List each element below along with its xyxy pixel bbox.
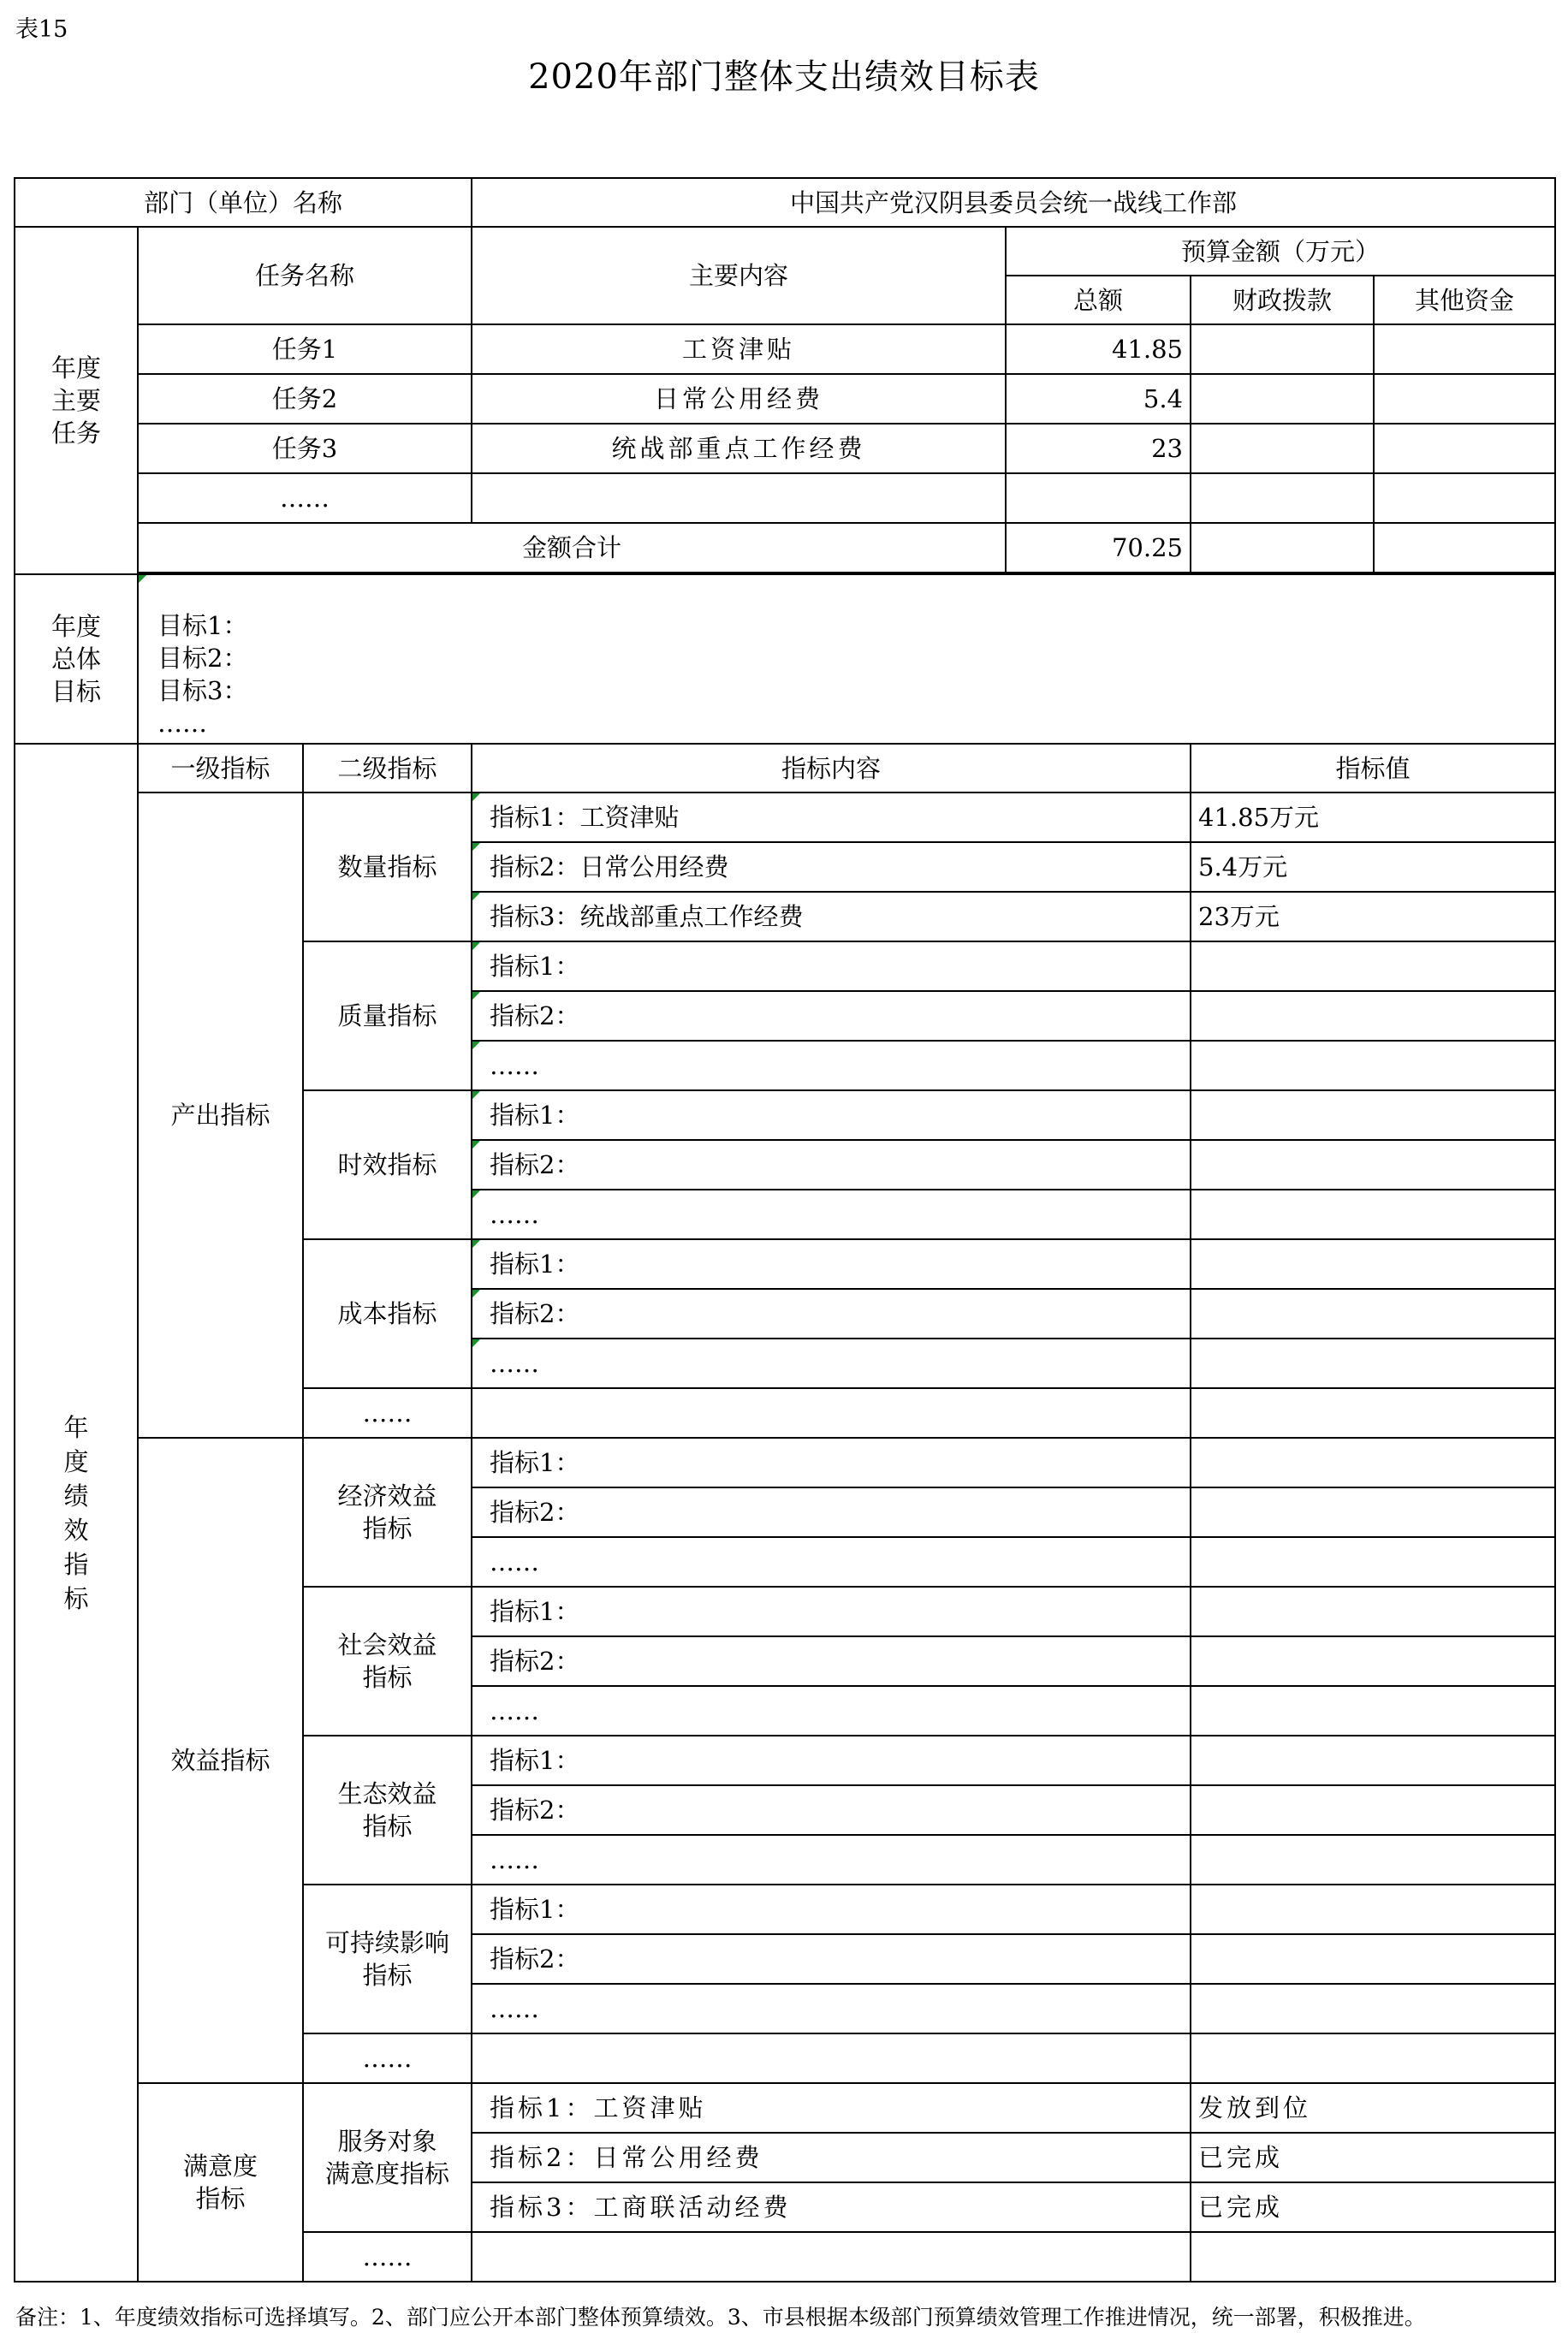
goals-section-label: 年度 总体 目标 xyxy=(15,574,138,744)
goals-content xyxy=(138,574,1555,744)
indicator-value xyxy=(1191,1686,1555,1736)
task-content-header: 主要内容 xyxy=(472,227,1006,324)
more-indicator-label: …… xyxy=(303,2033,472,2083)
dept-name: 中国共产党汉阴县委员会统一战线工作部 xyxy=(472,178,1555,227)
content-header: 指标内容 xyxy=(472,744,1191,793)
service-satisfaction-label: 服务对象 满意度指标 xyxy=(303,2083,472,2232)
indicator-content: 指标2：日常公用经费 xyxy=(472,2133,1191,2182)
quantity-indicator-label: 数量指标 xyxy=(303,793,472,941)
indicator-content: 指标2： xyxy=(472,1636,1191,1686)
indicator-content: 指标2： xyxy=(472,1140,1191,1190)
indicator-value: 发放到位 xyxy=(1191,2083,1555,2133)
indicator-content xyxy=(472,1388,1191,1438)
indicator-value xyxy=(1191,1636,1555,1686)
ecological-indicator-label: 生态效益 指标 xyxy=(303,1736,472,1885)
indicator-content: 指标1： xyxy=(472,1587,1191,1636)
indicator-value xyxy=(1191,1835,1555,1885)
indicator-content xyxy=(472,2232,1191,2282)
indicator-value: 已完成 xyxy=(1191,2133,1555,2182)
indicator-content: 指标1：工资津贴 xyxy=(472,2083,1191,2133)
level1-header: 一级指标 xyxy=(138,744,303,793)
page-title: 2020年部门整体支出绩效目标表 xyxy=(528,57,1040,97)
indicator-value xyxy=(1191,1289,1555,1339)
table-number: 表15 xyxy=(15,16,68,43)
benefit-indicator-label: 效益指标 xyxy=(138,1438,303,2083)
indicator-value xyxy=(1191,1587,1555,1636)
task-fiscal-cell xyxy=(1191,424,1374,473)
indicator-value xyxy=(1191,1984,1555,2033)
indicator-content: 指标1： xyxy=(472,1438,1191,1487)
indicator-content: 指标1： xyxy=(472,941,1191,991)
indicator-value xyxy=(1191,1736,1555,1785)
indicator-value xyxy=(1191,1140,1555,1190)
indicator-content: 指标2：日常公用经费 xyxy=(472,842,1191,892)
task-name-cell: …… xyxy=(138,473,472,523)
sustainable-indicator-label: 可持续影响 指标 xyxy=(303,1885,472,2033)
indicator-value xyxy=(1191,941,1555,991)
indicator-content: 指标3：统战部重点工作经费 xyxy=(472,892,1191,941)
indicator-content: 指标1： xyxy=(472,1736,1191,1785)
indicator-content: 指标2： xyxy=(472,1785,1191,1835)
more-indicator-label: …… xyxy=(303,1388,472,1438)
indicator-content: 指标1：工资津贴 xyxy=(472,793,1191,842)
level2-header: 二级指标 xyxy=(303,744,472,793)
task-fiscal-cell xyxy=(1191,374,1374,424)
indicator-value xyxy=(1191,1239,1555,1289)
task-other-cell xyxy=(1374,473,1555,523)
indicator-value xyxy=(1191,1785,1555,1835)
indicator-value xyxy=(1191,1041,1555,1090)
task-total-cell xyxy=(1006,473,1191,523)
indicator-value xyxy=(1191,1090,1555,1140)
indicator-value xyxy=(1191,1885,1555,1934)
sum-label: 金额合计 xyxy=(138,523,1006,573)
task-total-cell: 41.85 xyxy=(1006,324,1191,374)
task-other-cell xyxy=(1374,424,1555,473)
task-name-header: 任务名称 xyxy=(138,227,472,324)
task-content-cell: 统战部重点工作经费 xyxy=(472,424,1006,473)
task-name-cell: 任务2 xyxy=(138,374,472,424)
goal-line: 目标1： xyxy=(157,611,248,640)
task-name-cell: 任务1 xyxy=(138,324,472,374)
indicator-content: …… xyxy=(472,1537,1191,1587)
value-header: 指标值 xyxy=(1191,744,1555,793)
task-fiscal-cell xyxy=(1191,473,1374,523)
goal-line: 目标3： xyxy=(157,676,248,705)
indicator-content: …… xyxy=(472,1339,1191,1388)
budget-header: 预算金额（万元） xyxy=(1006,227,1555,276)
task-total-cell: 23 xyxy=(1006,424,1191,473)
goal-line: …… xyxy=(157,709,207,738)
indicator-content: 指标2： xyxy=(472,1487,1191,1537)
other-funds-header: 其他资金 xyxy=(1374,276,1555,324)
indicator-value: 已完成 xyxy=(1191,2182,1555,2232)
perf-section-label: 年 度 绩 效 指 标 xyxy=(15,744,138,2282)
sum-total: 70.25 xyxy=(1006,523,1191,573)
indicator-content: 指标2： xyxy=(472,1289,1191,1339)
quality-indicator-label: 质量指标 xyxy=(303,941,472,1090)
indicator-content: …… xyxy=(472,1190,1191,1239)
economic-indicator-label: 经济效益 指标 xyxy=(303,1438,472,1587)
indicator-content: …… xyxy=(472,1835,1191,1885)
indicator-content: 指标2： xyxy=(472,1934,1191,1984)
indicator-content: …… xyxy=(472,1041,1191,1090)
sum-other xyxy=(1374,523,1555,573)
indicator-content: …… xyxy=(472,1984,1191,2033)
indicator-value xyxy=(1191,1537,1555,1587)
fiscal-header: 财政拨款 xyxy=(1191,276,1374,324)
indicator-content: 指标1： xyxy=(472,1090,1191,1140)
task-fiscal-cell xyxy=(1191,324,1374,374)
indicator-content: 指标3：工商联活动经费 xyxy=(472,2182,1191,2232)
task-name-cell: 任务3 xyxy=(138,424,472,473)
indicator-value xyxy=(1191,2232,1555,2282)
performance-target-table xyxy=(14,177,1556,2283)
dept-label: 部门（单位）名称 xyxy=(15,178,472,227)
indicator-value xyxy=(1191,1339,1555,1388)
indicator-value xyxy=(1191,1388,1555,1438)
indicator-value xyxy=(1191,1934,1555,1984)
indicator-content: 指标1： xyxy=(472,1885,1191,1934)
cost-indicator-label: 成本指标 xyxy=(303,1239,472,1388)
task-content-cell: 工资津贴 xyxy=(472,324,1006,374)
indicator-value xyxy=(1191,991,1555,1041)
task-content-cell: 日常公用经费 xyxy=(472,374,1006,424)
indicator-value xyxy=(1191,1487,1555,1537)
more-indicator-label: …… xyxy=(303,2232,472,2282)
indicator-value xyxy=(1191,1190,1555,1239)
indicator-value xyxy=(1191,2033,1555,2083)
sum-fiscal xyxy=(1191,523,1374,573)
social-indicator-label: 社会效益 指标 xyxy=(303,1587,472,1736)
total-header: 总额 xyxy=(1006,276,1191,324)
indicator-content: …… xyxy=(472,1686,1191,1736)
footnote: 备注：1、年度绩效指标可选择填写。2、部门应公开本部门整体预算绩效。3、市县根据本级部门预算绩效管理工作推进情况，统一部署，积极推进。 xyxy=(15,2305,1426,2330)
indicator-value: 23万元 xyxy=(1191,892,1555,941)
output-indicator-label: 产出指标 xyxy=(138,793,303,1438)
indicator-content: 指标2： xyxy=(472,991,1191,1041)
indicator-content xyxy=(472,2033,1191,2083)
goal-line: 目标2： xyxy=(157,644,248,673)
task-other-cell xyxy=(1374,374,1555,424)
indicator-value xyxy=(1191,1438,1555,1487)
tasks-section-label: 年度 主要 任务 xyxy=(15,227,138,574)
indicator-value: 5.4万元 xyxy=(1191,842,1555,892)
task-total-cell: 5.4 xyxy=(1006,374,1191,424)
task-content-cell xyxy=(472,473,1006,523)
task-other-cell xyxy=(1374,324,1555,374)
timeliness-indicator-label: 时效指标 xyxy=(303,1090,472,1239)
indicator-content: 指标1： xyxy=(472,1239,1191,1289)
indicator-value: 41.85万元 xyxy=(1191,793,1555,842)
satisfaction-indicator-label: 满意度 指标 xyxy=(138,2083,303,2282)
